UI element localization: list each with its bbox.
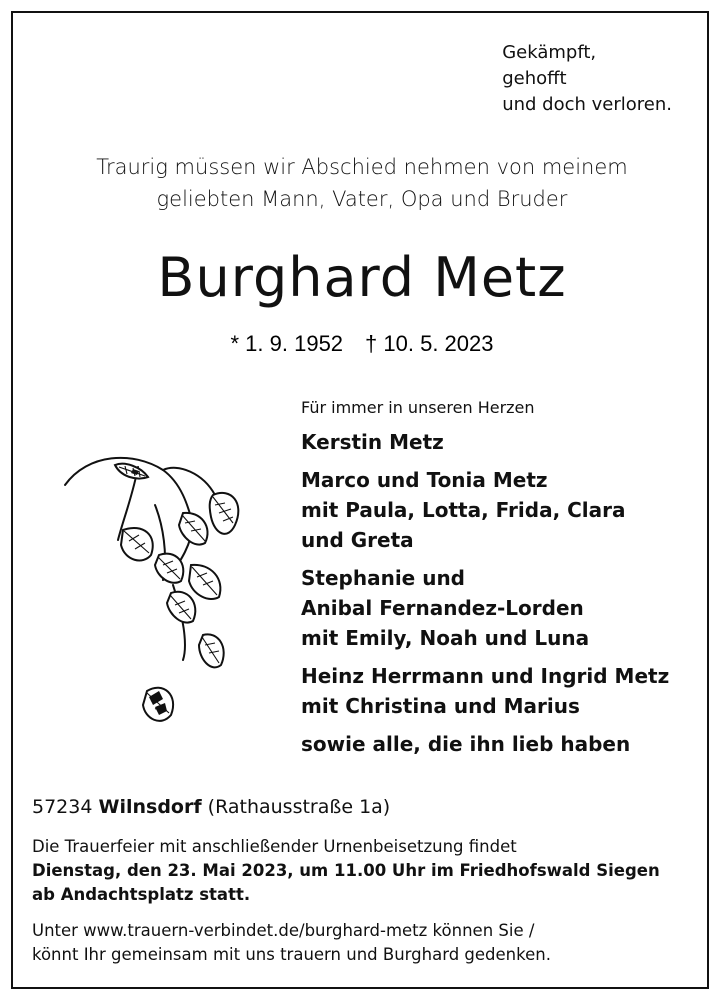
motto-line: Gekämpft, <box>502 42 597 63</box>
online-line: könnt Ihr gemeinsam mit uns trauern und Burghard gedenken. <box>32 945 551 964</box>
life-dates <box>13 331 711 357</box>
service-line-bold <box>32 883 660 907</box>
family-lead: Für immer in unseren Herzen <box>301 398 535 417</box>
family-group <box>301 465 669 555</box>
family-line: Kerstin Metz <box>301 430 444 454</box>
service-line-bold <box>32 859 660 883</box>
family-line: Heinz Herrmann und Ingrid Metz <box>301 664 670 688</box>
death-date: † 10. 5. 2023 <box>365 331 494 356</box>
family-line: und Greta <box>301 528 414 552</box>
birth-date: * 1. 9. 1952 <box>230 331 344 356</box>
family-line: Anibal Fernandez-Lorden <box>301 596 584 620</box>
motto-line: und doch verloren. <box>502 94 672 115</box>
family-list <box>301 398 669 767</box>
service-place: ab Andachtsplatz statt. <box>32 885 251 904</box>
intro-line: Traurig müssen wir Abschied nehmen von meinem <box>96 155 628 179</box>
family-group <box>301 661 669 721</box>
address <box>32 796 390 818</box>
online-line: Unter www.trauern-verbindet.de/burghard-metz können Sie / <box>32 921 535 940</box>
family-line: mit Emily, Noah und Luna <box>301 626 590 650</box>
family-line: Stephanie und <box>301 566 465 590</box>
obituary-card <box>11 11 709 989</box>
service-line: Die Trauerfeier mit anschließender Urnenbeisetzung findet <box>32 837 517 856</box>
family-line: mit Paula, Lotta, Frida, Clara <box>301 498 626 522</box>
service-info <box>32 835 660 907</box>
intro-text <box>13 151 711 215</box>
motto-line: gehofft <box>502 68 567 89</box>
family-line: sowie alle, die ihn lieb haben <box>301 732 631 756</box>
service-date: Dienstag, den 23. Mai 2023, um 11.00 Uhr im Friedhofswald Siegen <box>32 861 660 880</box>
family-group <box>301 563 669 653</box>
address-city: Wilnsdorf <box>98 796 202 818</box>
online-condolence <box>32 919 551 967</box>
falling-leaves-illustration <box>63 445 253 745</box>
motto <box>502 40 672 118</box>
address-street: (Rathausstraße 1a) <box>207 796 391 818</box>
address-zip: 57234 <box>32 796 93 818</box>
family-group <box>301 427 669 457</box>
family-group <box>301 729 669 759</box>
family-line: mit Christina und Marius <box>301 694 580 718</box>
family-line: Marco und Tonia Metz <box>301 468 548 492</box>
intro-line: geliebten Mann, Vater, Opa und Bruder <box>156 187 568 211</box>
deceased-name: Burghard Metz <box>157 246 567 309</box>
